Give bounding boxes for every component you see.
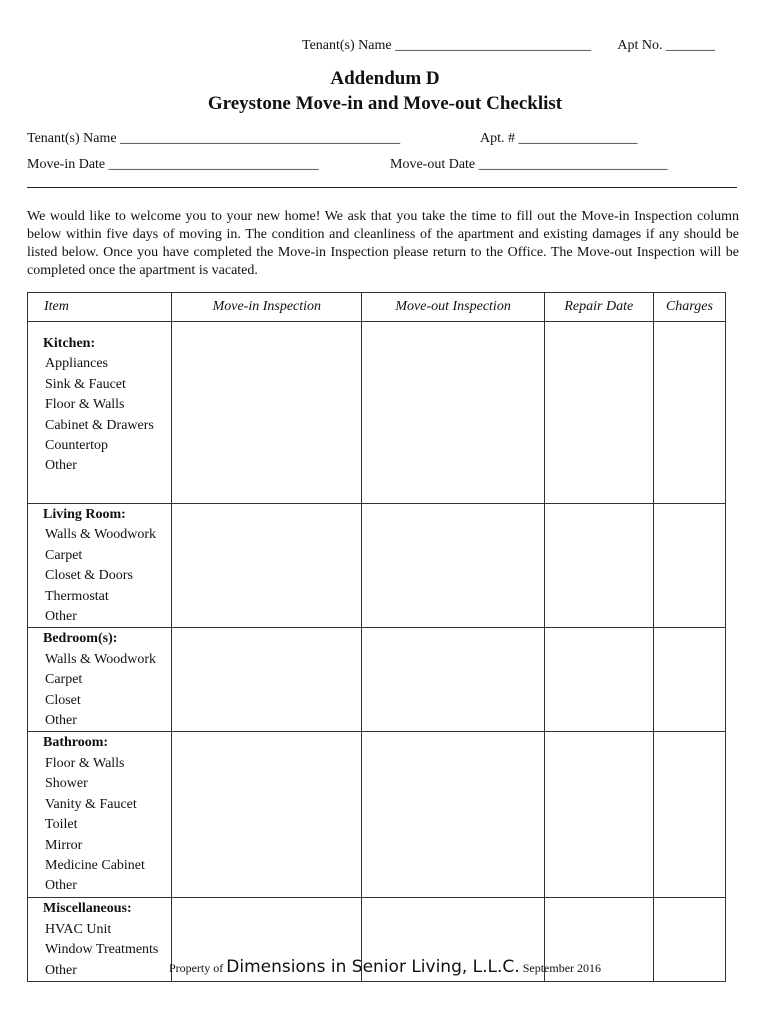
charges-cell[interactable] — [653, 732, 725, 898]
move-in-date-field[interactable]: Move-in Date ______________________________ — [27, 157, 319, 172]
list-item: Vanity & Faucet — [45, 796, 137, 812]
list-item: Other — [45, 458, 77, 474]
col-header-item: Item — [28, 293, 172, 322]
list-item: Sink & Faucet — [45, 376, 126, 392]
section-bedroom — [28, 628, 172, 732]
charges-cell[interactable] — [653, 628, 725, 732]
move-out-cell[interactable] — [362, 504, 544, 628]
move-out-cell[interactable] — [362, 628, 544, 732]
tenant-name-field[interactable]: Tenant(s) Name ________________________________________ — [27, 131, 401, 146]
col-header-repair-date: Repair Date — [544, 293, 653, 322]
table-row — [28, 322, 726, 504]
list-item: Floor & Walls — [45, 397, 125, 413]
list-item: Other — [45, 713, 77, 729]
footer-company: Dimensions in Senior Living, L.L.C. — [226, 957, 520, 977]
charges-cell[interactable] — [653, 504, 725, 628]
list-item: Carpet — [45, 547, 83, 563]
move-in-cell[interactable] — [172, 322, 362, 504]
section-title: Bathroom: — [43, 735, 109, 751]
divider-line — [27, 187, 737, 188]
document-subtitle: Greystone Move-in and Move-out Checklist — [207, 93, 563, 114]
section-title: Kitchen: — [43, 336, 96, 351]
move-out-cell[interactable] — [362, 732, 544, 898]
list-item: Other — [45, 609, 77, 625]
repair-date-cell[interactable] — [544, 732, 653, 898]
move-in-cell[interactable] — [172, 628, 362, 732]
list-item: Toilet — [45, 817, 78, 833]
page-footer — [0, 957, 770, 977]
list-item: Appliances — [45, 356, 108, 372]
table-row — [28, 628, 726, 732]
list-item: Medicine Cabinet — [45, 857, 145, 873]
col-header-charges: Charges — [653, 293, 725, 322]
section-kitchen — [28, 322, 172, 504]
list-item: Other — [45, 878, 77, 894]
list-item: Other — [45, 962, 77, 978]
list-item: Cabinet & Drawers — [45, 417, 154, 433]
intro-paragraph: We would like to welcome you to your new home! We ask that you take the time to fill out the Move-in Inspection column below within five days of moving in. The condition and cleanliness of the apartment and existing damages if any should be listed below. Once you have completed the Move-in Inspection please return to the Office. The Move-out Inspection will be completed once the apartment is vacated. — [27, 209, 739, 278]
list-item: Closet — [45, 692, 81, 708]
repair-date-cell[interactable] — [544, 322, 653, 504]
section-title: Living Room: — [43, 507, 126, 522]
footer-prefix: Property of — [168, 961, 224, 975]
col-header-move-in: Move-in Inspection — [172, 293, 362, 322]
footer-date: September 2016 — [522, 961, 602, 975]
section-title: Miscellaneous: — [43, 901, 132, 917]
document-title: Addendum D — [330, 68, 440, 89]
header-tenant-name-field[interactable]: Tenant(s) Name ____________________________ — [302, 38, 592, 53]
list-item: Floor & Walls — [45, 755, 125, 771]
list-item: Shower — [45, 776, 88, 792]
apt-number-field[interactable]: Apt. # _________________ — [480, 131, 638, 146]
repair-date-cell[interactable] — [544, 504, 653, 628]
list-item: Walls & Woodwork — [45, 527, 157, 543]
col-header-move-out: Move-out Inspection — [362, 293, 544, 322]
move-out-cell[interactable] — [362, 322, 544, 504]
list-item: Thermostat — [45, 588, 109, 604]
checklist-table — [27, 292, 726, 982]
move-in-cell[interactable] — [172, 504, 362, 628]
table-header-row — [28, 293, 726, 322]
list-item: Mirror — [45, 837, 83, 853]
section-living-room — [28, 504, 172, 628]
section-title: Bedroom(s): — [43, 631, 118, 647]
list-item: Carpet — [45, 672, 83, 688]
move-out-date-field[interactable]: Move-out Date ___________________________ — [390, 157, 668, 172]
charges-cell[interactable] — [653, 322, 725, 504]
table-row — [28, 732, 726, 898]
list-item: Walls & Woodwork — [45, 651, 157, 667]
header-apt-no-field[interactable]: Apt No. _______ — [617, 38, 715, 53]
page-header — [302, 38, 715, 54]
table-row — [28, 504, 726, 628]
list-item: Closet & Doors — [45, 568, 133, 584]
list-item: HVAC Unit — [45, 921, 112, 937]
section-bathroom — [28, 732, 172, 898]
repair-date-cell[interactable] — [544, 628, 653, 732]
list-item: Window Treatments — [45, 942, 159, 958]
move-in-cell[interactable] — [172, 732, 362, 898]
list-item: Countertop — [45, 438, 108, 454]
